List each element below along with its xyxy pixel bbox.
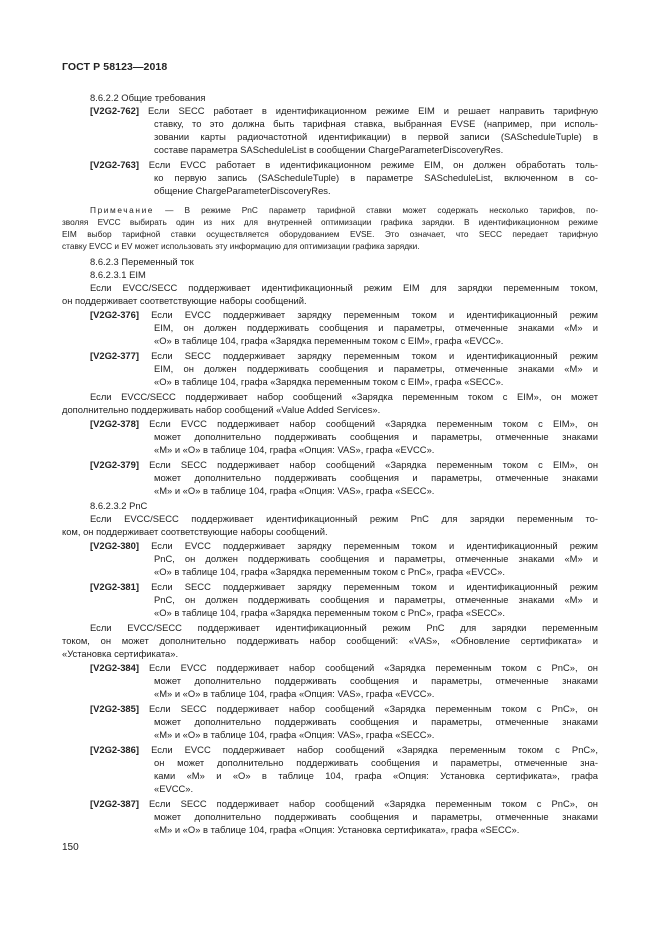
line-text: Если EVCC поддерживает набор сообщений «Зарядка переменным током с EIM», он: [149, 418, 599, 429]
text-line-l49: [154, 757, 598, 769]
line-text: «O» в таблице 104, графа «Зарядка переменным током с PnC», графа «EVCC».: [154, 566, 505, 577]
text-line-l30: [90, 500, 147, 512]
line-text: Если SECC поддерживает зарядку переменным током и идентификационный режим: [151, 350, 599, 361]
text-line-l15: [62, 295, 307, 307]
line-text: Если SECC поддерживает набор сообщений «Зарядка переменным током с PnC», он: [149, 798, 598, 809]
requirement-id: [V2G2-384]: [90, 662, 139, 673]
line-text: Если SECC поддерживает набор сообщений «Зарядка переменным током с EIM», он: [149, 459, 599, 470]
line-text: 8.6.2.3 Переменный ток: [90, 256, 194, 267]
line-text: дополнительно поддерживать набор сообщений «Value Added Services».: [62, 404, 381, 415]
requirement-id: [V2G2-386]: [90, 744, 139, 755]
text-line-l17: [154, 322, 598, 334]
requirement-id: [V2G2-376]: [90, 309, 139, 320]
text-line-l52: [90, 798, 598, 810]
line-text: он поддерживает соответствующие наборы сообщений.: [62, 295, 307, 306]
line-text: может дополнительно поддерживать сообщения и параметры, отмеченные знаками: [154, 716, 598, 727]
page-number: 150: [62, 842, 79, 853]
text-line-l16: [90, 309, 598, 321]
text-line-l40: [62, 635, 598, 647]
text-line-l35: [154, 566, 505, 578]
line-text: ставку, то это должна быть тарифная ставка, выбранная EVSE (например, при исполь-: [154, 118, 598, 129]
line-text: Если SECC поддерживает набор сообщений «Зарядка переменным током с PnC», он: [149, 703, 598, 714]
line-text: PnC, он должен поддерживать сообщения и параметры, отмеченные знаками «M» и: [154, 553, 598, 564]
text-line-l29: [154, 485, 434, 497]
line-text: EIM, он должен поддерживать сообщения и параметры, отмеченные знаками «M» и: [154, 363, 598, 374]
line-text: может дополнительно поддерживать сообщения и параметры, отмеченные знаками: [154, 811, 598, 822]
line-text: ко первую запись (SAScheduleTuple) в параметре SAScheduleList, включенном в со-: [154, 172, 598, 183]
line-text: Если EVCC работает в идентификационном режиме EIM, он должен обработать толь-: [148, 159, 598, 170]
line-text: «EVCC».: [154, 783, 194, 794]
text-line-l31: [90, 513, 598, 525]
line-text: Если EVCC поддерживает зарядку переменным током и идентификационный режим: [151, 540, 599, 551]
text-line-l53: [154, 811, 598, 823]
requirement-id: [V2G2-377]: [90, 350, 139, 361]
text-line-l23: [62, 404, 380, 416]
text-line-l25: [154, 431, 598, 443]
line-text: Если EVCC поддерживает набор сообщений «Зарядка переменным током с PnC»,: [151, 744, 598, 755]
text-line-l8: [154, 185, 331, 197]
text-line-l18: [154, 335, 503, 347]
line-text: «Установка сертификата».: [62, 648, 179, 659]
text-line-l46: [154, 716, 598, 728]
line-text: EIM, он должен поддерживать сообщения и параметры, отмеченные знаками «M» и: [154, 322, 598, 333]
requirement-id: [V2G2-381]: [90, 581, 139, 592]
requirement-id: [V2G2-380]: [90, 540, 139, 551]
text-line-l22: [90, 391, 598, 403]
text-line-l51: [154, 783, 193, 795]
line-text: Если EVCC/SECC поддерживает идентификационный режим PnC для зарядки переменным: [90, 622, 598, 633]
line-text: Если EVCC/SECC поддерживает идентификационный режим PnC для зарядки переменным то-: [90, 513, 598, 524]
text-line-l47: [154, 729, 434, 741]
line-text: «M» и «O» в таблице 104, графа «Опция: VAS», графа «SECC».: [154, 729, 435, 740]
text-line-l50: [154, 770, 598, 782]
line-text: составе параметра SAScheduleList в сообщении ChargeParameterDiscoveryRes.: [154, 144, 504, 155]
line-text: ком, он поддерживает соответствующие наборы сообщений.: [62, 526, 328, 537]
text-line-l54: [154, 824, 519, 836]
line-text: Если SECC работает в идентификационном режиме EIM и решает направить тарифную: [147, 105, 598, 116]
text-line-l34: [154, 553, 598, 565]
line-text: «O» в таблице 104, графа «Зарядка переменным током с EIM», графа «SECC».: [154, 376, 504, 387]
text-line-l38: [154, 607, 505, 619]
text-line-l4: [154, 131, 598, 143]
line-text: может дополнительно поддерживать сообщения и параметры, отмеченные знаками: [154, 675, 598, 686]
note-label: Примечание: [90, 205, 155, 215]
text-line-l44: [154, 688, 434, 700]
line-text: Если EVCC/SECC поддерживает идентификационный режим EIM для зарядки переменным током,: [90, 282, 598, 293]
requirement-id: [V2G2-385]: [90, 703, 139, 714]
line-text: 8.6.2.3.1 EIM: [90, 269, 146, 280]
note-line-3: EIM выбор тарифной ставки осуществляется оборудованием EVSE. Это означает, что SECC передает тарифную: [62, 229, 598, 239]
text-line-l13: [90, 269, 146, 281]
text-line-l28: [154, 472, 598, 484]
text-line-l42: [90, 662, 598, 674]
line-text: 8.6.2.3.2 PnC: [90, 500, 148, 511]
requirement-id: [V2G2-762]: [90, 105, 139, 116]
text-line-l12: [90, 256, 194, 268]
line-text: «M» и «O» в таблице 104, графа «Опция: Установка сертификата», графа «SECC».: [154, 824, 520, 835]
text-line-l41: [62, 648, 178, 660]
note-line-2: зволяя EVCC выбирать один из них для внутренней оптимизации графика зарядки. В идентификационном режиме: [62, 217, 598, 227]
text-line-l1: [90, 92, 205, 104]
line-text: «M» и «O» в таблице 104, графа «Опция: VAS», графа «EVCC».: [154, 688, 435, 699]
note-text-1: — В режиме PnC параметр тарифной ставки может содержать несколько тарифов, по-: [154, 205, 598, 215]
text-line-l6: [90, 159, 598, 171]
text-line-l14: [90, 282, 598, 294]
line-text: «O» в таблице 104, графа «Зарядка переменным током с PnC», графа «SECC».: [154, 607, 505, 618]
text-line-l32: [62, 526, 328, 538]
line-text: общение ChargeParameterDiscoveryRes.: [154, 185, 331, 196]
text-line-l24: [90, 418, 598, 430]
line-text: током, он может дополнительно поддерживать набор сообщений: «VAS», «Обновление сертификата» и: [62, 635, 598, 646]
line-text: зовании карты радиочастотной идентификации) в первой записи (SAScheduleTuple) в: [154, 131, 598, 142]
note-line-4: ставку EVCC и EV может использовать эту информацию для оптимизации графика зарядки.: [62, 241, 420, 251]
text-line-l37: [154, 594, 598, 606]
requirement-id: [V2G2-387]: [90, 798, 139, 809]
text-line-l36: [90, 581, 598, 593]
text-line-l21: [154, 376, 503, 388]
requirement-id: [V2G2-763]: [90, 159, 139, 170]
line-text: Если SECC поддерживает зарядку переменным током и идентификационный режим: [151, 581, 599, 592]
line-text: «M» и «O» в таблице 104, графа «Опция: VAS», графа «EVCC».: [154, 444, 435, 455]
line-text: Если EVCC поддерживает набор сообщений «Зарядка переменным током с PnC», он: [149, 662, 598, 673]
line-text: 8.6.2.2 Общие требования: [90, 92, 206, 103]
text-line-l26: [154, 444, 434, 456]
line-text: он может дополнительно поддерживать сообщения и параметры, отмеченные зна-: [154, 757, 598, 768]
text-line-l19: [90, 350, 598, 362]
text-line-l48: [90, 744, 598, 756]
requirement-id: [V2G2-378]: [90, 418, 139, 429]
text-line-l39: [90, 622, 598, 634]
document-header: ГОСТ Р 58123—2018: [62, 61, 168, 73]
line-text: Если EVCC поддерживает зарядку переменным током и идентификационный режим: [151, 309, 599, 320]
line-text: ками «M» и «O» в таблице 104, графа «Опция: Установка сертификата», графа: [154, 770, 598, 781]
text-line-l20: [154, 363, 598, 375]
text-line-l43: [154, 675, 598, 687]
line-text: может дополнительно поддерживать сообщения и параметры, отмеченные знаками: [154, 431, 598, 442]
line-text: PnC, он должен поддерживать сообщения и параметры, отмеченные знаками «M» и: [154, 594, 598, 605]
text-line-l27: [90, 459, 598, 471]
line-text: «O» в таблице 104, графа «Зарядка переменным током с EIM», графа «EVCC».: [154, 335, 504, 346]
text-line-l45: [90, 703, 598, 715]
note-line-1: [90, 205, 598, 216]
text-line-l7: [154, 172, 598, 184]
line-text: может дополнительно поддерживать сообщения и параметры, отмеченные знаками: [154, 472, 598, 483]
requirement-id: [V2G2-379]: [90, 459, 139, 470]
line-text: Если EVCC/SECC поддерживает набор сообщений «Зарядка переменным током с EIM», он может: [90, 391, 598, 402]
text-line-l33: [90, 540, 598, 552]
text-line-l5: [154, 144, 503, 156]
line-text: «M» и «O» в таблице 104, графа «Опция: VAS», графа «SECC».: [154, 485, 435, 496]
text-line-l3: [154, 118, 598, 130]
text-line-l2: [90, 105, 598, 117]
